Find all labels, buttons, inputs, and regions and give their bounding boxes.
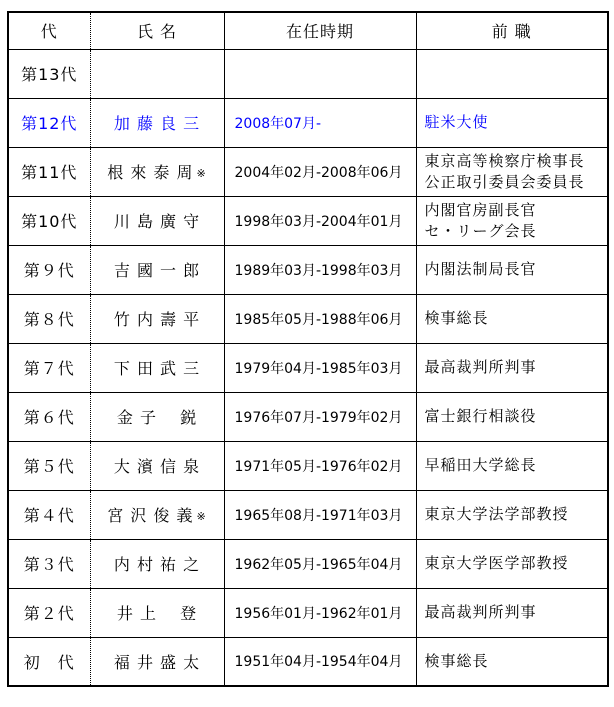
table-row bbox=[8, 98, 608, 147]
cell-era: 第11代 bbox=[8, 147, 90, 196]
cell-name bbox=[90, 539, 224, 588]
header-cell-era: 代 bbox=[8, 12, 90, 49]
table-row bbox=[8, 441, 608, 490]
table-row bbox=[8, 343, 608, 392]
cell-term: 1965年08月-1971年03月 bbox=[224, 490, 416, 539]
header-cell-name: 氏 名 bbox=[90, 12, 224, 49]
cell-previous bbox=[416, 196, 608, 245]
previous-position-line: 駐米大使 bbox=[424, 113, 489, 131]
cell-term: 1979年04月-1985年03月 bbox=[224, 343, 416, 392]
cell-term: 1951年04月-1954年04月 bbox=[224, 637, 416, 686]
cell-era: 第12代 bbox=[8, 98, 90, 147]
reference-mark: ※ bbox=[196, 167, 207, 180]
cell-name bbox=[90, 441, 224, 490]
person-name: 川 島 廣 守 bbox=[113, 212, 201, 231]
cell-term: 1985年05月-1988年06月 bbox=[224, 294, 416, 343]
table-row bbox=[8, 637, 608, 686]
cell-era: 第９代 bbox=[8, 245, 90, 294]
cell-name bbox=[90, 196, 224, 245]
cell-era: 第２代 bbox=[8, 588, 90, 637]
header-cell-term: 在任時期 bbox=[224, 12, 416, 49]
previous-position-line: 内閣官房副長官 bbox=[424, 200, 537, 219]
previous-position-line: 東京大学法学部教授 bbox=[424, 505, 569, 523]
previous-position-line: 内閣法制局長官 bbox=[424, 260, 537, 278]
cell-previous bbox=[416, 490, 608, 539]
cell-era: 第７代 bbox=[8, 343, 90, 392]
cell-term: 1998年03月-2004年01月 bbox=[224, 196, 416, 245]
previous-position-line: セ・リーグ会長 bbox=[424, 221, 537, 240]
person-name: 井 上 登 bbox=[116, 604, 198, 623]
table-body bbox=[8, 49, 608, 686]
reference-mark: ※ bbox=[196, 510, 207, 523]
person-name: 加 藤 良 三 bbox=[113, 114, 201, 133]
header-row bbox=[8, 12, 608, 49]
cell-term: 2004年02月-2008年06月 bbox=[224, 147, 416, 196]
previous-position-line: 公正取引委員会委員長 bbox=[424, 172, 585, 191]
cell-previous bbox=[416, 49, 608, 98]
cell-era: 第３代 bbox=[8, 539, 90, 588]
person-name: 福 井 盛 太 bbox=[113, 652, 201, 672]
table-row bbox=[8, 490, 608, 539]
person-name: 内 村 祐 之 bbox=[113, 555, 201, 574]
table-row bbox=[8, 294, 608, 343]
cell-era: 第５代 bbox=[8, 441, 90, 490]
person-name: 根 來 泰 周 bbox=[107, 163, 194, 182]
cell-term: 1989年03月-1998年03月 bbox=[224, 245, 416, 294]
cell-previous bbox=[416, 343, 608, 392]
cell-name bbox=[90, 343, 224, 392]
table-header bbox=[8, 12, 608, 49]
cell-name bbox=[90, 637, 224, 686]
table-row bbox=[8, 392, 608, 441]
cell-era: 第13代 bbox=[8, 49, 90, 98]
previous-position-line: 東京高等検察庁検事長 bbox=[424, 151, 585, 170]
cell-name bbox=[90, 490, 224, 539]
cell-previous bbox=[416, 539, 608, 588]
person-name: 大 濱 信 泉 bbox=[113, 457, 201, 476]
cell-previous bbox=[416, 637, 608, 686]
person-name: 下 田 武 三 bbox=[113, 359, 201, 378]
table-row bbox=[8, 49, 608, 98]
cell-previous bbox=[416, 588, 608, 637]
cell-previous bbox=[416, 147, 608, 196]
person-name: 竹 内 壽 平 bbox=[113, 310, 201, 329]
cell-term: 1971年05月-1976年02月 bbox=[224, 441, 416, 490]
table-row bbox=[8, 245, 608, 294]
previous-position-line: 検事総長 bbox=[424, 309, 489, 327]
cell-era: 第10代 bbox=[8, 196, 90, 245]
previous-position-line: 最高裁判所判事 bbox=[424, 603, 537, 621]
person-name: 吉 國 一 郎 bbox=[113, 261, 201, 280]
cell-term bbox=[224, 49, 416, 98]
table-row bbox=[8, 588, 608, 637]
person-name: 宮 沢 俊 義 bbox=[107, 506, 194, 525]
previous-position-line: 富士銀行相談役 bbox=[424, 407, 537, 425]
table-row bbox=[8, 196, 608, 245]
cell-previous bbox=[416, 392, 608, 441]
table-row bbox=[8, 539, 608, 588]
cell-era: 初 代 bbox=[8, 637, 90, 686]
header-cell-previous: 前 職 bbox=[416, 12, 608, 49]
cell-previous bbox=[416, 441, 608, 490]
previous-position-line: 検事総長 bbox=[424, 651, 489, 670]
previous-position-line: 東京大学医学部教授 bbox=[424, 554, 569, 572]
cell-term: 1962年05月-1965年04月 bbox=[224, 539, 416, 588]
cell-name bbox=[90, 245, 224, 294]
cell-era: 第８代 bbox=[8, 294, 90, 343]
cell-previous bbox=[416, 245, 608, 294]
cell-name bbox=[90, 294, 224, 343]
table-row bbox=[8, 147, 608, 196]
cell-era: 第４代 bbox=[8, 490, 90, 539]
cell-name bbox=[90, 49, 224, 98]
cell-name bbox=[90, 98, 224, 147]
previous-position-line: 最高裁判所判事 bbox=[424, 358, 537, 376]
cell-term: 2008年07月- bbox=[224, 98, 416, 147]
cell-name bbox=[90, 147, 224, 196]
cell-term: 1976年07月-1979年02月 bbox=[224, 392, 416, 441]
person-name: 金 子 鋭 bbox=[116, 408, 198, 427]
cell-previous bbox=[416, 294, 608, 343]
cell-era: 第６代 bbox=[8, 392, 90, 441]
cell-name bbox=[90, 392, 224, 441]
previous-position-line: 早稲田大学総長 bbox=[424, 456, 537, 474]
cell-name bbox=[90, 588, 224, 637]
cell-term: 1956年01月-1962年01月 bbox=[224, 588, 416, 637]
cell-previous bbox=[416, 98, 608, 147]
officeholders-table bbox=[7, 11, 609, 687]
